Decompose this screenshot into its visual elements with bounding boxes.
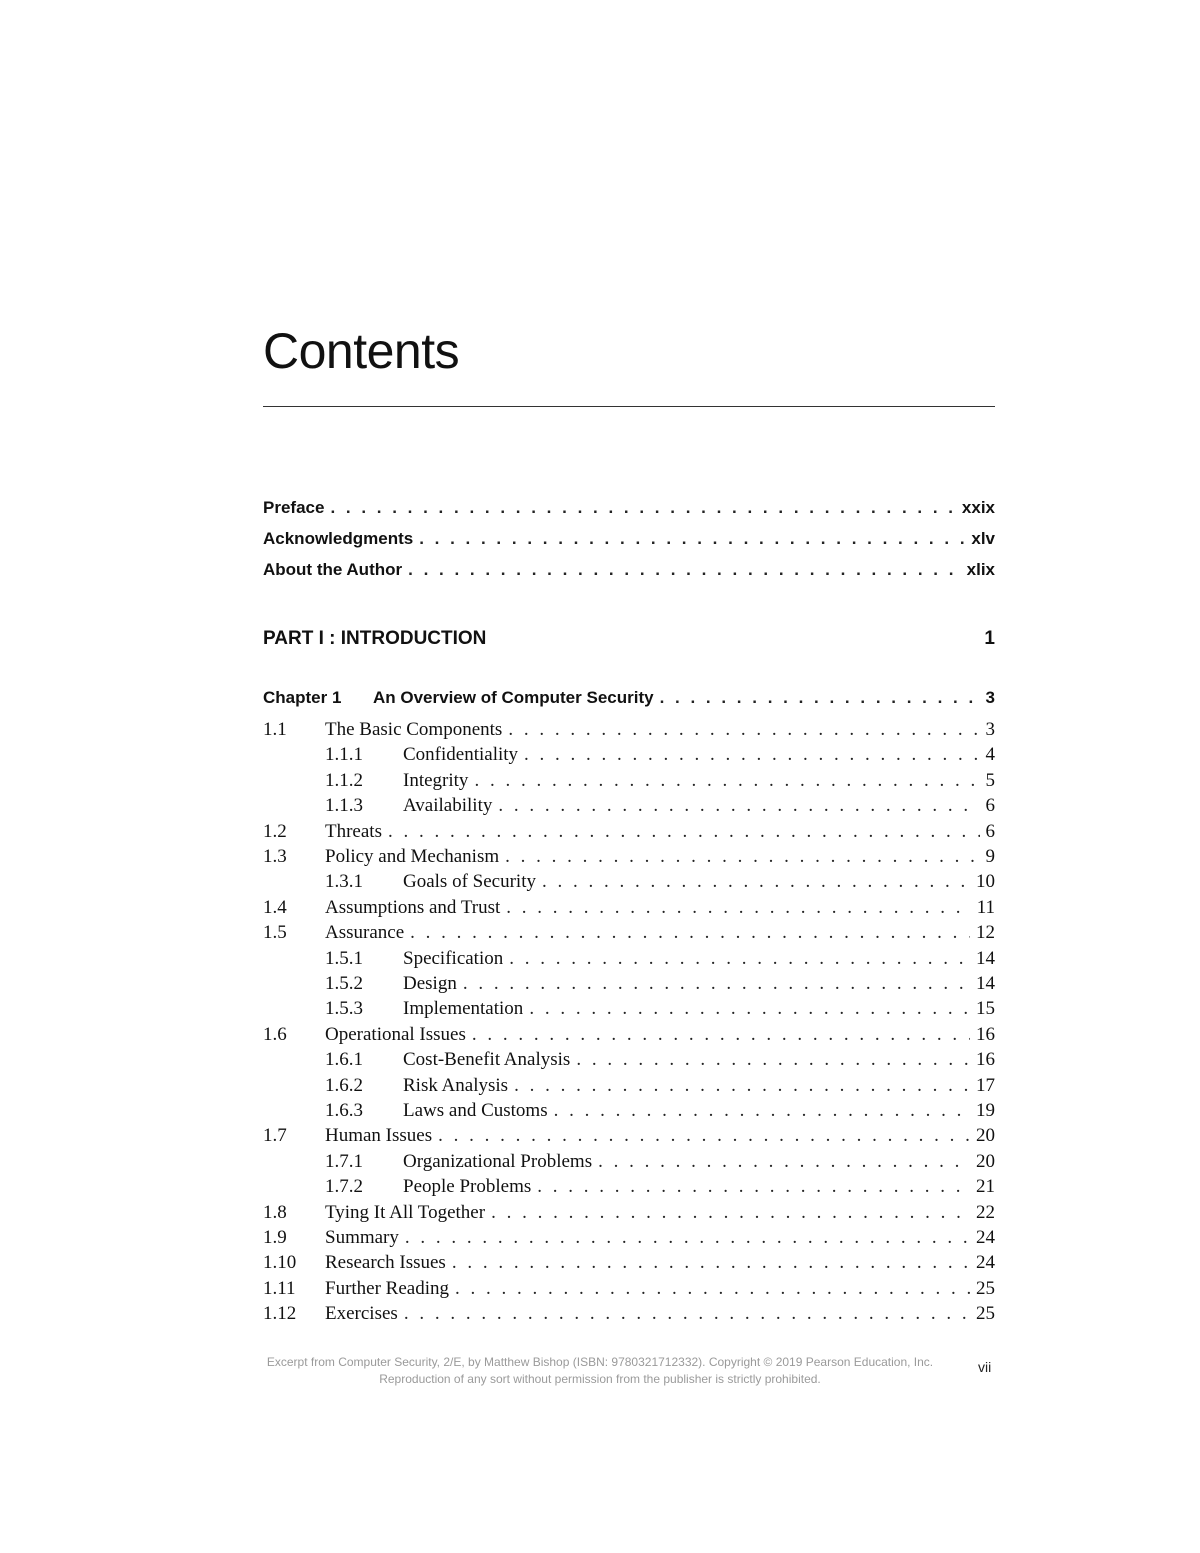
section-page: 6 [985, 795, 995, 817]
section-number: 1.6.1 [325, 1049, 363, 1071]
chapter-title: An Overview of Computer Security [373, 688, 654, 707]
section-title: Cost-Benefit Analysis [403, 1049, 571, 1071]
section-page: 24 [976, 1252, 995, 1274]
toc-entry[interactable] [263, 1176, 995, 1202]
section-number: 1.3 [263, 846, 287, 867]
leader-dots [505, 846, 979, 868]
toc-entry[interactable] [263, 846, 995, 872]
section-page: 25 [976, 1303, 995, 1325]
section-title: Policy and Mechanism [325, 846, 500, 867]
section-page: 25 [976, 1277, 995, 1299]
leader-dots [405, 1227, 970, 1249]
section-page: 11 [976, 896, 995, 918]
section-page: 19 [976, 1100, 995, 1121]
section-number: 1.7.1 [325, 1150, 363, 1172]
toc-entry[interactable] [263, 1024, 995, 1050]
section-title: Availability [403, 795, 493, 817]
section-number: 1.1 [263, 719, 287, 740]
toc-entry[interactable] [263, 1049, 995, 1075]
section-title: Confidentiality [403, 744, 519, 766]
leader-dots [463, 973, 970, 995]
section-page: 20 [976, 1125, 995, 1147]
part-title: PART I : INTRODUCTION [263, 628, 487, 649]
section-title: Implementation [403, 998, 524, 1020]
toc-entry-acknowledgments[interactable] [263, 529, 995, 555]
reproduction-notice: Reproduction of any sort without permission from the publisher is strictly prohibited. [379, 1372, 821, 1386]
leader-dots [598, 1151, 970, 1173]
section-page: 17 [976, 1074, 995, 1096]
toc-entry[interactable] [263, 922, 995, 948]
leader-dots [410, 922, 970, 944]
section-number: 1.9 [263, 1227, 287, 1248]
leader-dots [506, 897, 970, 919]
section-number: 1.7 [263, 1125, 287, 1147]
section-page: 10 [976, 871, 995, 893]
section-page: 14 [976, 973, 995, 994]
leader-dots [408, 560, 961, 580]
section-page: 5 [985, 769, 995, 791]
leader-dots [455, 1278, 970, 1300]
entry-page: xxix [961, 498, 995, 517]
page-title: Contents [263, 323, 460, 379]
section-title: The Basic Components [325, 719, 503, 740]
toc-entry[interactable] [263, 1151, 995, 1177]
part-page: 1 [984, 628, 995, 649]
section-title: Laws and Customs [403, 1100, 548, 1121]
section-page: 15 [976, 998, 995, 1020]
section-title: Risk Analysis [403, 1074, 509, 1096]
section-number: 1.6 [263, 1023, 287, 1045]
leader-dots [508, 719, 979, 741]
section-title: Design [403, 973, 457, 994]
section-page: 9 [985, 846, 995, 867]
section-title: Goals of Security [403, 871, 536, 893]
section-number: 1.7.2 [325, 1176, 363, 1198]
leader-dots [509, 948, 970, 970]
section-title: People Problems [403, 1176, 532, 1198]
leader-dots [452, 1252, 970, 1274]
title-divider [263, 406, 995, 407]
chapter-page: 3 [985, 688, 995, 707]
leader-dots [529, 998, 970, 1020]
entry-title: Acknowledgments [263, 529, 414, 548]
section-number: 1.1.3 [325, 795, 363, 817]
leader-dots [474, 770, 979, 792]
leader-dots [472, 1024, 970, 1046]
leader-dots [514, 1075, 970, 1097]
section-number: 1.6.2 [325, 1074, 363, 1096]
toc-entry[interactable] [263, 998, 995, 1024]
section-title: Research Issues [325, 1252, 446, 1274]
toc-entry[interactable] [263, 973, 995, 999]
entry-title: Preface [263, 498, 325, 517]
section-title: Operational Issues [325, 1023, 466, 1045]
section-title: Organizational Problems [403, 1150, 593, 1172]
section-page: 6 [985, 820, 995, 842]
toc-entry[interactable] [263, 1100, 995, 1126]
leader-dots [388, 821, 980, 843]
page-number: vii [978, 1359, 992, 1375]
section-number: 1.1.1 [325, 744, 363, 766]
toc-entry[interactable] [263, 1202, 995, 1228]
section-number: 1.11 [263, 1277, 296, 1299]
leader-dots [404, 1303, 970, 1325]
toc-entry[interactable] [263, 1075, 995, 1101]
leader-dots [660, 688, 980, 708]
entry-title: About the Author [263, 560, 403, 579]
section-page: 16 [976, 1023, 995, 1045]
section-page: 20 [976, 1150, 995, 1172]
section-title: Assurance [325, 922, 405, 944]
section-number: 1.5.1 [325, 947, 363, 969]
section-number: 1.5.2 [325, 973, 363, 994]
section-number: 1.8 [263, 1201, 287, 1223]
entry-page: xlv [971, 529, 995, 548]
section-page: 3 [985, 719, 995, 740]
toc-entry[interactable] [263, 1278, 995, 1304]
section-title: Tying It All Together [325, 1201, 486, 1223]
section-title: Integrity [403, 769, 469, 791]
section-title: Specification [403, 947, 504, 969]
section-title: Human Issues [325, 1125, 433, 1147]
section-number: 1.6.3 [325, 1100, 363, 1121]
section-title: Exercises [325, 1303, 398, 1325]
leader-dots [498, 795, 979, 817]
toc-entry-about-author[interactable] [263, 560, 995, 586]
part-heading[interactable] [263, 628, 995, 650]
section-number: 1.3.1 [325, 871, 363, 893]
leader-dots [330, 498, 955, 518]
section-number: 1.10 [263, 1252, 297, 1274]
section-page: 16 [976, 1049, 995, 1071]
section-page: 14 [976, 947, 995, 969]
section-page: 21 [976, 1176, 995, 1198]
section-number: 1.5 [263, 922, 287, 944]
section-page: 22 [976, 1201, 995, 1223]
leader-dots [537, 1176, 970, 1198]
leader-dots [419, 529, 965, 549]
toc-entry[interactable] [263, 795, 995, 821]
section-title: Assumptions and Trust [325, 896, 501, 918]
leader-dots [438, 1125, 970, 1147]
section-title: Threats [325, 820, 382, 842]
leader-dots [524, 744, 979, 766]
toc-entry[interactable] [263, 1303, 995, 1329]
toc-entry[interactable] [263, 770, 995, 796]
section-title: Summary [325, 1227, 399, 1248]
toc-entry[interactable] [263, 897, 995, 923]
toc-entry[interactable] [263, 1252, 995, 1278]
toc-entry-preface[interactable] [263, 498, 995, 524]
toc-entry[interactable] [263, 1227, 995, 1253]
section-number: 1.4 [263, 896, 287, 918]
leader-dots [542, 871, 970, 893]
section-number: 1.5.3 [325, 998, 363, 1020]
section-page: 12 [976, 922, 995, 944]
entry-page: xlix [966, 560, 995, 579]
chapter-heading[interactable] [263, 688, 995, 714]
toc-entry[interactable] [263, 719, 995, 745]
section-page: 4 [985, 744, 995, 766]
toc-entry[interactable] [263, 948, 995, 974]
leader-dots [576, 1049, 970, 1071]
toc-entry[interactable] [263, 1125, 995, 1151]
toc-entry[interactable] [263, 744, 995, 770]
section-title: Further Reading [325, 1277, 450, 1299]
leader-dots [491, 1202, 970, 1224]
section-number: 1.2 [263, 820, 287, 842]
copyright-line: Excerpt from Computer Security, 2/E, by Matthew Bishop (ISBN: 9780321712332). Copyright © 2019 Pearson Education, Inc. [266, 1355, 934, 1369]
section-number: 1.12 [263, 1303, 297, 1325]
section-page: 24 [976, 1227, 995, 1248]
chapter-number: Chapter 1 [263, 688, 342, 707]
section-number: 1.1.2 [325, 769, 363, 791]
toc-entry[interactable] [263, 871, 995, 897]
toc-entry[interactable] [263, 821, 995, 847]
leader-dots [554, 1100, 970, 1122]
